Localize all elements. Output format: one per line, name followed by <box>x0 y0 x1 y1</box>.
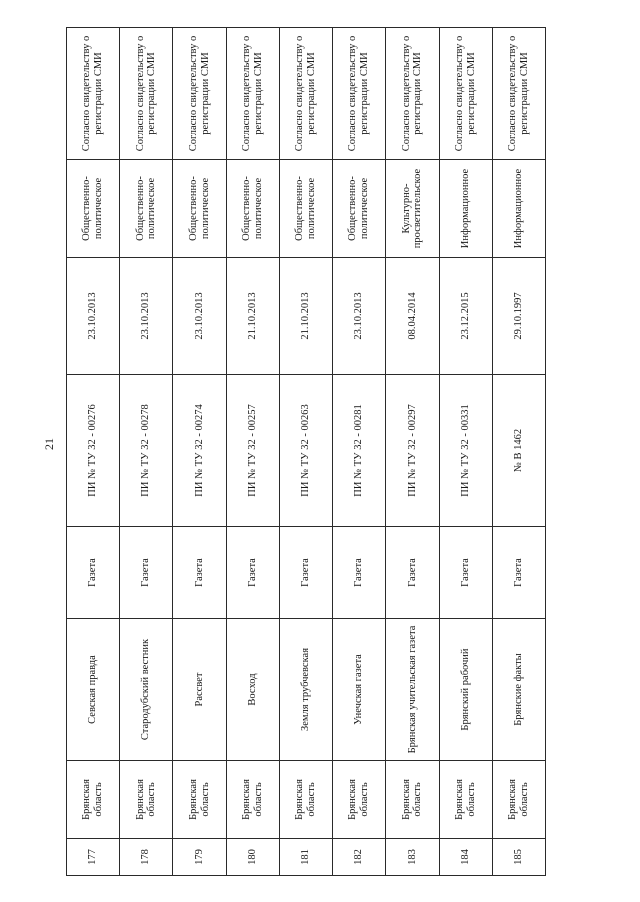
table-row <box>439 28 492 876</box>
cell-reg: ПИ № ТУ 32 - 00263 <box>279 375 332 527</box>
cell-title: Восход <box>226 619 279 761</box>
cell-type: Газета <box>386 527 439 619</box>
cell-type: Газета <box>333 527 386 619</box>
cell-reg: ПИ № ТУ 32 - 00276 <box>67 375 120 527</box>
cell-area: Согласно свидетельству о регистрации СМИ <box>492 28 545 160</box>
cell-num: 185 <box>492 839 545 876</box>
cell-topic: Общественно-политическое <box>333 160 386 258</box>
cell-num: 180 <box>226 839 279 876</box>
cell-reg: ПИ № ТУ 32 - 00281 <box>333 375 386 527</box>
cell-type: Газета <box>279 527 332 619</box>
cell-topic: Общественно-политическое <box>120 160 173 258</box>
cell-type: Газета <box>492 527 545 619</box>
cell-date: 21.10.2013 <box>279 258 332 375</box>
cell-region: Брянская область <box>492 761 545 839</box>
cell-area: Согласно свидетельству о регистрации СМИ <box>439 28 492 160</box>
cell-area: Согласно свидетельству о регистрации СМИ <box>67 28 120 160</box>
cell-reg: ПИ № ТУ 32 - 00278 <box>120 375 173 527</box>
cell-region: Брянская область <box>67 761 120 839</box>
cell-type: Газета <box>120 527 173 619</box>
cell-num: 184 <box>439 839 492 876</box>
cell-num: 177 <box>67 839 120 876</box>
cell-title: Земля трубчевская <box>279 619 332 761</box>
cell-area: Согласно свидетельству о регистрации СМИ <box>173 28 226 160</box>
cell-num: 178 <box>120 839 173 876</box>
table-row <box>67 28 120 876</box>
cell-type: Газета <box>67 527 120 619</box>
cell-topic: Общественно-политическое <box>173 160 226 258</box>
cell-area: Согласно свидетельству о регистрации СМИ <box>279 28 332 160</box>
cell-reg: ПИ № ТУ 32 - 00331 <box>439 375 492 527</box>
media-registry-table-rotated <box>66 28 546 876</box>
cell-num: 181 <box>279 839 332 876</box>
cell-reg: ПИ № ТУ 32 - 00257 <box>226 375 279 527</box>
cell-topic: Информационное <box>492 160 545 258</box>
table-row <box>279 28 332 876</box>
cell-title: Брянские факты <box>492 619 545 761</box>
cell-num: 183 <box>386 839 439 876</box>
cell-region: Брянская область <box>279 761 332 839</box>
media-registry-table-wrap <box>66 28 546 876</box>
cell-date: 21.10.2013 <box>226 258 279 375</box>
cell-type: Газета <box>226 527 279 619</box>
cell-title: Брянский рабочий <box>439 619 492 761</box>
cell-region: Брянская область <box>120 761 173 839</box>
cell-title: Рассвет <box>173 619 226 761</box>
cell-topic: Общественно-политическое <box>226 160 279 258</box>
cell-date: 08.04.2014 <box>386 258 439 375</box>
media-registry-table <box>66 27 546 876</box>
cell-reg: № В 1462 <box>492 375 545 527</box>
cell-reg: ПИ № ТУ 32 - 00297 <box>386 375 439 527</box>
cell-type: Газета <box>173 527 226 619</box>
cell-title: Стародубский вестник <box>120 619 173 761</box>
cell-title: Унечская газета <box>333 619 386 761</box>
cell-area: Согласно свидетельству о регистрации СМИ <box>120 28 173 160</box>
cell-type: Газета <box>439 527 492 619</box>
cell-topic: Информационное <box>439 160 492 258</box>
cell-date: 23.10.2013 <box>120 258 173 375</box>
cell-topic: Общественно-политическое <box>67 160 120 258</box>
table-row <box>226 28 279 876</box>
page-number: 21 <box>42 438 56 450</box>
cell-date: 29.10.1997 <box>492 258 545 375</box>
cell-num: 179 <box>173 839 226 876</box>
cell-area: Согласно свидетельству о регистрации СМИ <box>386 28 439 160</box>
table-row <box>492 28 545 876</box>
cell-topic: Культурно-просветительское <box>386 160 439 258</box>
cell-reg: ПИ № ТУ 32 - 00274 <box>173 375 226 527</box>
cell-region: Брянская область <box>226 761 279 839</box>
cell-region: Брянская область <box>173 761 226 839</box>
table-row <box>120 28 173 876</box>
cell-title: Брянская учительская газета <box>386 619 439 761</box>
cell-topic: Общественно-политическое <box>279 160 332 258</box>
table-row <box>386 28 439 876</box>
table-row <box>173 28 226 876</box>
cell-region: Брянская область <box>333 761 386 839</box>
cell-area: Согласно свидетельству о регистрации СМИ <box>333 28 386 160</box>
cell-area: Согласно свидетельству о регистрации СМИ <box>226 28 279 160</box>
cell-date: 23.10.2013 <box>173 258 226 375</box>
cell-date: 23.10.2013 <box>67 258 120 375</box>
cell-date: 23.12.2015 <box>439 258 492 375</box>
cell-title: Севская правда <box>67 619 120 761</box>
cell-num: 182 <box>333 839 386 876</box>
cell-date: 23.10.2013 <box>333 258 386 375</box>
table-body <box>67 28 546 876</box>
cell-region: Брянская область <box>439 761 492 839</box>
table-row <box>333 28 386 876</box>
cell-region: Брянская область <box>386 761 439 839</box>
